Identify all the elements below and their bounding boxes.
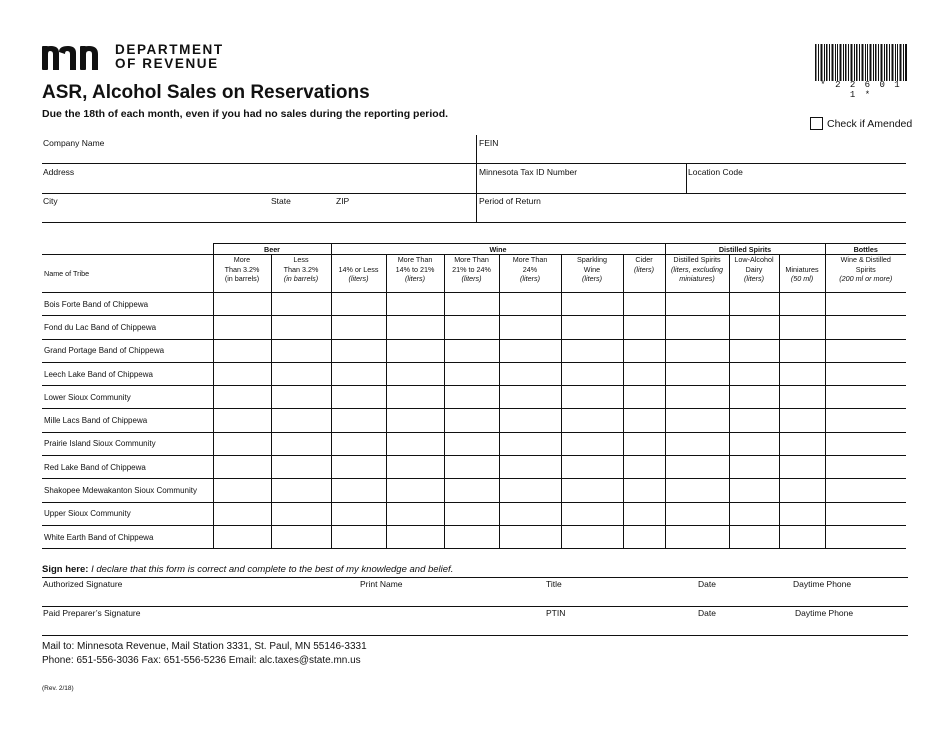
table-row: [42, 432, 906, 455]
column-header: Miniatures (50 ml): [779, 255, 825, 293]
entry-cell[interactable]: [271, 525, 331, 548]
form-subtitle: Due the 18th of each month, even if you had no sales during the reporting period.: [42, 108, 449, 120]
amended-checkbox[interactable]: [810, 117, 823, 130]
entry-cell[interactable]: [499, 432, 561, 455]
entry-cell[interactable]: [331, 479, 386, 502]
column-header: Less Than 3.2% (in barrels): [271, 255, 331, 293]
entry-cell[interactable]: [779, 456, 825, 479]
entry-cell[interactable]: [386, 293, 444, 316]
daytime-phone-label: Daytime Phone: [795, 608, 854, 618]
entry-cell[interactable]: [386, 316, 444, 339]
entry-cell[interactable]: [271, 456, 331, 479]
entry-cell[interactable]: [444, 339, 499, 362]
entry-cell[interactable]: [825, 456, 906, 479]
divider: [686, 163, 687, 193]
entry-cell[interactable]: [331, 456, 386, 479]
entry-cell[interactable]: [213, 293, 271, 316]
entry-cell[interactable]: [623, 362, 665, 385]
table-row: [42, 479, 906, 502]
entry-cell[interactable]: [271, 362, 331, 385]
entry-cell[interactable]: [386, 525, 444, 548]
entry-cell[interactable]: [499, 525, 561, 548]
entry-cell[interactable]: [779, 409, 825, 432]
department-line2: OF REVENUE: [115, 56, 219, 71]
entry-cell[interactable]: [271, 502, 331, 525]
entry-cell[interactable]: [561, 409, 623, 432]
entry-cell[interactable]: [444, 502, 499, 525]
entry-cell[interactable]: [729, 525, 779, 548]
beer-group-header: Beer: [213, 244, 331, 255]
table-row: [42, 456, 906, 479]
entry-cell[interactable]: [271, 293, 331, 316]
entry-cell[interactable]: [213, 502, 271, 525]
print-name-label: Print Name: [360, 579, 403, 589]
table-row: [42, 316, 906, 339]
mn-logo: [42, 44, 106, 72]
entry-cell[interactable]: [386, 386, 444, 409]
entry-cell[interactable]: [623, 525, 665, 548]
entry-cell[interactable]: [561, 293, 623, 316]
divider: [42, 222, 906, 223]
entry-cell[interactable]: [779, 525, 825, 548]
entry-cell[interactable]: [623, 502, 665, 525]
entry-cell[interactable]: [779, 479, 825, 502]
entry-cell[interactable]: [213, 479, 271, 502]
bottles-group-header: Bottles: [825, 244, 906, 255]
mailing-info: [42, 640, 367, 668]
entry-cell[interactable]: [331, 525, 386, 548]
declaration-text: I declare that this form is correct and complete to the best of my knowledge and belief.: [91, 564, 454, 575]
sales-table: [42, 243, 906, 549]
entry-cell[interactable]: [623, 386, 665, 409]
entry-cell[interactable]: [729, 362, 779, 385]
tribe-name: White Earth Band of Chippewa: [42, 525, 213, 548]
entry-cell[interactable]: [665, 502, 729, 525]
entry-cell[interactable]: [386, 362, 444, 385]
entry-cell[interactable]: [561, 316, 623, 339]
table-row: [42, 502, 906, 525]
entry-cell[interactable]: [729, 409, 779, 432]
entry-cell[interactable]: [499, 293, 561, 316]
entry-cell[interactable]: [386, 409, 444, 432]
entry-cell[interactable]: [665, 456, 729, 479]
entry-cell[interactable]: [213, 456, 271, 479]
entry-cell[interactable]: [561, 456, 623, 479]
entry-cell[interactable]: [665, 293, 729, 316]
entry-cell[interactable]: [729, 432, 779, 455]
entry-cell[interactable]: [825, 409, 906, 432]
divider: [42, 163, 906, 164]
entry-cell[interactable]: [825, 362, 906, 385]
entry-cell[interactable]: [499, 409, 561, 432]
table-row: [42, 362, 906, 385]
spirits-group-header: Distilled Spirits: [665, 244, 825, 255]
mail-to: Mail to: Minnesota Revenue, Mail Station 3331, St. Paul, MN 55146-3331: [42, 641, 367, 652]
date-label: Date: [698, 579, 716, 589]
entry-cell[interactable]: [561, 339, 623, 362]
entry-cell[interactable]: [499, 456, 561, 479]
tribe-name: Prairie Island Sioux Community: [42, 432, 213, 455]
entry-cell[interactable]: [499, 479, 561, 502]
entry-cell[interactable]: [779, 362, 825, 385]
location-code-label: Location Code: [688, 167, 743, 177]
preparer-signature-label: Paid Preparer’s Signature: [43, 608, 141, 618]
authorized-signature-label: Authorized Signature: [43, 579, 123, 589]
tribe-name: Mille Lacs Band of Chippewa: [42, 409, 213, 432]
table-row: [42, 525, 906, 548]
entry-cell[interactable]: [561, 362, 623, 385]
entry-cell[interactable]: [213, 409, 271, 432]
entry-cell[interactable]: [499, 316, 561, 339]
entry-cell[interactable]: [331, 339, 386, 362]
entry-cell[interactable]: [729, 456, 779, 479]
entry-cell[interactable]: [331, 386, 386, 409]
entry-cell[interactable]: [331, 293, 386, 316]
entry-cell[interactable]: [561, 479, 623, 502]
ptin-label: PTIN: [546, 608, 566, 618]
entry-cell[interactable]: [271, 479, 331, 502]
entry-cell[interactable]: [665, 339, 729, 362]
tribe-name: Red Lake Band of Chippewa: [42, 456, 213, 479]
sign-heading: Sign here:: [42, 564, 89, 575]
divider: [42, 193, 906, 194]
table-group-header: [42, 244, 906, 255]
entry-cell[interactable]: [386, 339, 444, 362]
entry-cell[interactable]: [444, 409, 499, 432]
column-header: More Than 21% to 24% (liters): [444, 255, 499, 293]
department-line1: DEPARTMENT: [115, 42, 224, 57]
entry-cell[interactable]: [561, 525, 623, 548]
entry-cell[interactable]: [779, 316, 825, 339]
barcode: [815, 44, 907, 81]
company-name-label: Company Name: [43, 138, 105, 148]
tribe-name: Upper Sioux Community: [42, 502, 213, 525]
column-header: Low-Alcohol Dairy (liters): [729, 255, 779, 293]
entry-cell[interactable]: [623, 293, 665, 316]
entry-cell[interactable]: [444, 479, 499, 502]
entry-cell[interactable]: [825, 432, 906, 455]
divider: [476, 135, 477, 222]
entry-cell[interactable]: [825, 316, 906, 339]
entry-cell[interactable]: [331, 362, 386, 385]
entry-cell[interactable]: [213, 525, 271, 548]
column-header: Wine & Distilled Spirits (200 ml or more): [825, 255, 906, 293]
period-label: Period of Return: [479, 196, 541, 206]
sign-here: [42, 564, 453, 575]
barcode-number: * 2 2 6 0 1 1 *: [820, 80, 902, 100]
entry-cell[interactable]: [665, 432, 729, 455]
entry-cell[interactable]: [444, 293, 499, 316]
entry-cell[interactable]: [213, 386, 271, 409]
entry-cell[interactable]: [561, 432, 623, 455]
date-label: Date: [698, 608, 716, 618]
table-row: [42, 409, 906, 432]
entry-cell[interactable]: [271, 339, 331, 362]
entry-cell[interactable]: [665, 479, 729, 502]
entry-cell[interactable]: [271, 432, 331, 455]
entry-cell[interactable]: [499, 339, 561, 362]
column-header: Cider (liters): [623, 255, 665, 293]
entry-cell[interactable]: [729, 339, 779, 362]
entry-cell[interactable]: [779, 339, 825, 362]
column-header: 14% or Less (liters): [331, 255, 386, 293]
entry-cell[interactable]: [665, 386, 729, 409]
daytime-phone-label: Daytime Phone: [793, 579, 852, 589]
entry-cell[interactable]: [499, 502, 561, 525]
entry-cell[interactable]: [729, 293, 779, 316]
entry-cell[interactable]: [444, 525, 499, 548]
address-label: Address: [43, 167, 75, 177]
tribe-name: Leech Lake Band of Chippewa: [42, 362, 213, 385]
wine-group-header: Wine: [331, 244, 665, 255]
city-label: City: [43, 196, 58, 206]
entry-cell[interactable]: [213, 339, 271, 362]
table-row: [42, 386, 906, 409]
column-header: Sparkling Wine (liters): [561, 255, 623, 293]
entry-cell[interactable]: [729, 502, 779, 525]
fein-label: FEIN: [479, 138, 499, 148]
entry-cell[interactable]: [331, 316, 386, 339]
entry-cell[interactable]: [729, 479, 779, 502]
entry-cell[interactable]: [825, 525, 906, 548]
department-name: [115, 43, 224, 71]
amended-checkbox-group[interactable]: [810, 117, 912, 130]
column-header: More Than 3.2% (in barrels): [213, 255, 271, 293]
entry-cell[interactable]: [331, 409, 386, 432]
entry-cell[interactable]: [665, 409, 729, 432]
tribe-name: Fond du Lac Band of Chippewa: [42, 316, 213, 339]
tribe-name: Shakopee Mdewakanton Sioux Community: [42, 479, 213, 502]
entry-cell[interactable]: [444, 432, 499, 455]
entry-cell[interactable]: [623, 316, 665, 339]
column-header: Distilled Spirits (liters, excluding miniatures): [665, 255, 729, 293]
entry-cell[interactable]: [665, 362, 729, 385]
entry-cell[interactable]: [779, 432, 825, 455]
entry-cell[interactable]: [825, 502, 906, 525]
entry-cell[interactable]: [386, 432, 444, 455]
divider: [42, 635, 908, 636]
entry-cell[interactable]: [779, 293, 825, 316]
entry-cell[interactable]: [779, 386, 825, 409]
entry-cell[interactable]: [665, 525, 729, 548]
entry-cell[interactable]: [444, 362, 499, 385]
divider: [42, 577, 908, 578]
zip-label: ZIP: [336, 196, 350, 206]
entry-cell[interactable]: [665, 316, 729, 339]
entry-cell[interactable]: [444, 456, 499, 479]
name-of-tribe-header: Name of Tribe: [42, 255, 213, 293]
table-column-header: [42, 255, 906, 293]
entry-cell[interactable]: [825, 479, 906, 502]
entry-cell[interactable]: [729, 386, 779, 409]
entry-cell[interactable]: [271, 316, 331, 339]
entry-cell[interactable]: [386, 502, 444, 525]
state-label: State: [271, 196, 291, 206]
mn-tax-id-label: Minnesota Tax ID Number: [479, 167, 578, 177]
entry-cell[interactable]: [623, 339, 665, 362]
entry-cell[interactable]: [623, 479, 665, 502]
title-label: Title: [546, 579, 562, 589]
entry-cell[interactable]: [444, 316, 499, 339]
entry-cell[interactable]: [825, 386, 906, 409]
table-row: [42, 293, 906, 316]
entry-cell[interactable]: [213, 362, 271, 385]
entry-cell[interactable]: [561, 386, 623, 409]
entry-cell[interactable]: [825, 293, 906, 316]
column-header: More Than 14% to 21% (liters): [386, 255, 444, 293]
entry-cell[interactable]: [331, 432, 386, 455]
entry-cell[interactable]: [561, 502, 623, 525]
entry-cell[interactable]: [623, 409, 665, 432]
table-row: [42, 339, 906, 362]
amended-label: Check if Amended: [827, 117, 913, 130]
tribe-name: Lower Sioux Community: [42, 386, 213, 409]
entry-cell[interactable]: [386, 456, 444, 479]
entry-cell[interactable]: [729, 316, 779, 339]
entry-cell[interactable]: [331, 502, 386, 525]
entry-cell[interactable]: [499, 386, 561, 409]
entry-cell[interactable]: [499, 362, 561, 385]
column-header: More Than 24% (liters): [499, 255, 561, 293]
tribe-name: Bois Forte Band of Chippewa: [42, 293, 213, 316]
contact-line: Phone: 651-556-3036 Fax: 651-556-5236 Email: alc.taxes@state.mn.us: [42, 655, 361, 666]
form-title: ASR, Alcohol Sales on Reservations: [42, 82, 370, 103]
tribe-name: Grand Portage Band of Chippewa: [42, 339, 213, 362]
entry-cell[interactable]: [623, 456, 665, 479]
entry-cell[interactable]: [444, 386, 499, 409]
entry-cell[interactable]: [271, 386, 331, 409]
divider: [42, 606, 908, 607]
entry-cell[interactable]: [213, 316, 271, 339]
entry-cell[interactable]: [271, 409, 331, 432]
entry-cell[interactable]: [623, 432, 665, 455]
entry-cell[interactable]: [213, 432, 271, 455]
entry-cell[interactable]: [779, 502, 825, 525]
entry-cell[interactable]: [825, 339, 906, 362]
entry-cell[interactable]: [386, 479, 444, 502]
revision-date: (Rev. 2/18): [42, 685, 74, 692]
